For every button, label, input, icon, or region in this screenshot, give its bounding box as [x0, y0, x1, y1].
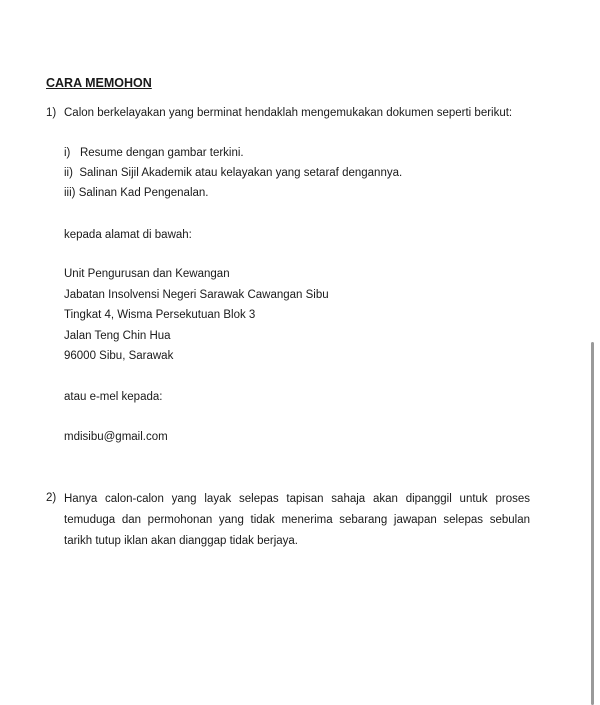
address-line: Unit Pengurusan dan Kewangan — [64, 268, 230, 280]
section-heading: CARA MEMOHON — [46, 76, 152, 90]
email-address: mdisibu@gmail.com — [64, 431, 168, 443]
address-intro: kepada alamat di bawah: — [64, 229, 192, 241]
document-item-resume: i) Resume dengan gambar terkini. — [64, 147, 244, 159]
address-line: 96000 Sibu, Sarawak — [64, 350, 174, 362]
email-intro: atau e-mel kepada: — [64, 391, 163, 403]
item-2-text: Hanya calon-calon yang layak selepas tapisan sahaja akan dipanggil untuk proses temuduga dan permohonan yang tidak menerima sebarang jawapan selepas sebulan tarikh tutup iklan akan dianggap tidak berjaya. — [64, 493, 530, 547]
item-1-text: Calon berkelayakan yang berminat hendaklah mengemukakan dokumen seperti berikut: — [64, 107, 513, 119]
vertical-scrollbar[interactable] — [591, 342, 594, 705]
document-item-certificate: ii) Salinan Sijil Akademik atau kelayakan yang setaraf dengannya. — [64, 167, 403, 179]
item-1-number: 1) — [46, 107, 57, 119]
address-line: Jabatan Insolvensi Negeri Sarawak Cawangan Sibu — [64, 289, 329, 301]
address-line: Tingkat 4, Wisma Persekutuan Blok 3 — [64, 309, 256, 321]
document-item-ic: iii) Salinan Kad Pengenalan. — [64, 187, 209, 199]
item-2-number: 2) — [46, 492, 57, 504]
address-line: Jalan Teng Chin Hua — [64, 330, 171, 342]
